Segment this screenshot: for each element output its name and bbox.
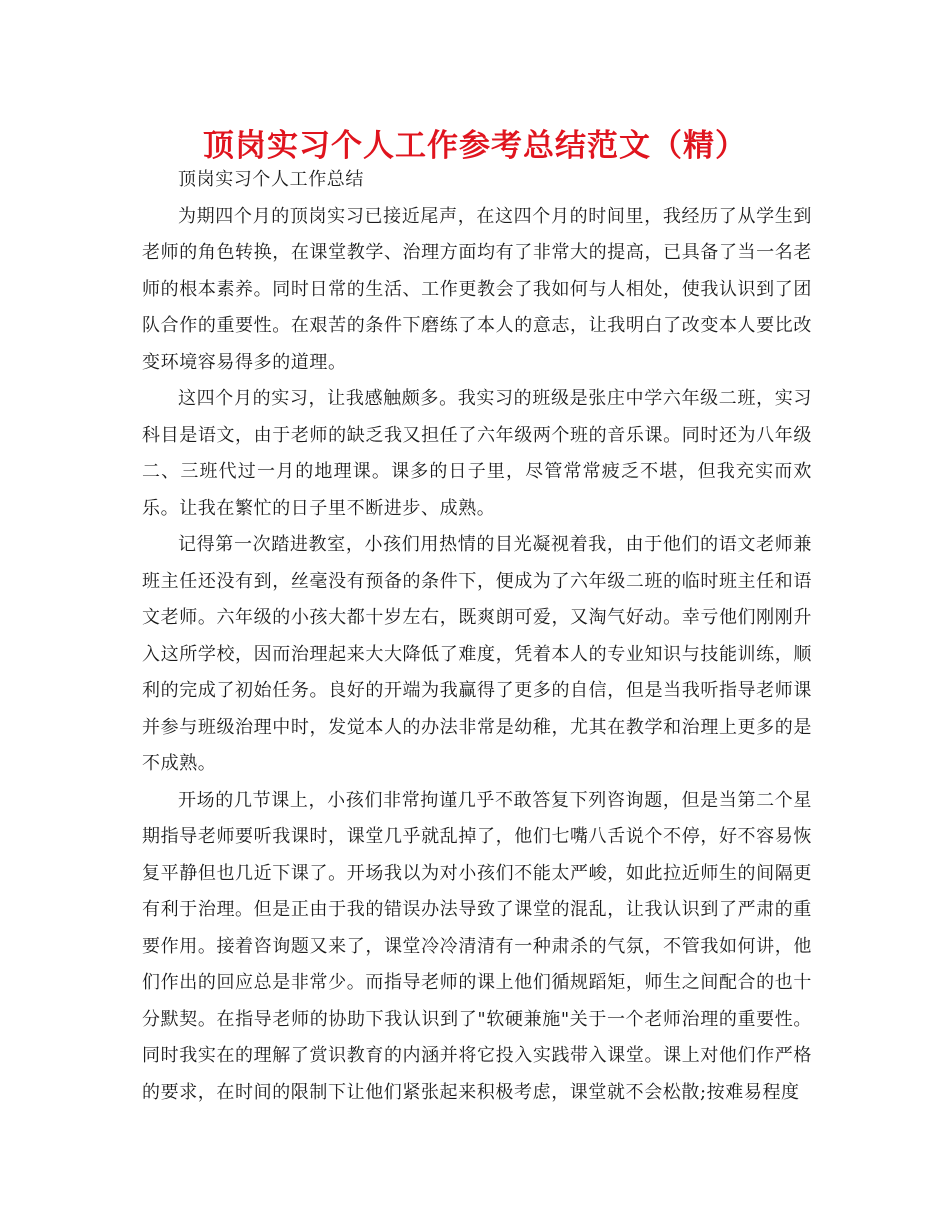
paragraph: 记得第一次踏进教室，小孩们用热情的目光凝视着我，由于他们的语文老师兼班主任还没有到，丝毫没有预备的条件下，便成为了六年级二班的临时班主任和语文老师。六年级的小孩大都十岁左右，既爽朗可爱，又淘气好动。幸亏他们刚刚升入这所学校，因而治理起来大大降低了难度，凭着本人的专业知识与技能训练，顺利的完成了初始任务。良好的开端为我赢得了更多的自信，但是当我听指导老师课并参与班级治理中时，发觉本人的办法非常是幼稚，尤其在教学和治理上更多的是不成熟。 bbox=[142, 534, 812, 774]
paragraph: 开场的几节课上，小孩们非常拘谨几乎不敢答复下列咨询题，但是当第二个星期指导老师要听我课时，课堂几乎就乱掉了，他们七嘴八舌说个不停，好不容易恢复平静但也几近下课了。开场我以为对小孩们不能太严峻，如此拉近师生的间隔更有利于治理。但是正由于我的错误办法导致了课堂的混乱，让我认识到了严肃的重要作用。接着咨询题又来了，课堂冷冷清清有一种肃杀的气氛，不管我如何讲，他们作出的回应总是非常少。而指导老师的课上他们循规蹈矩，师生之间配合的也十分默契。在指导老师的协助下我认识到了"软硬兼施"关于一个老师治理的重要性。同时我实在的理解了赏识教育的内涵并将它投入实践带入课堂。课上对他们作严格的要求，在时间的限制下让他们紧张起来积极考虑，课堂就不会松散;按难易程度 bbox=[142, 789, 812, 1103]
paragraph: 这四个月的实习，让我感触颇多。我实习的班级是张庄中学六年级二班，实习科目是语文，由于老师的缺乏我又担任了六年级两个班的音乐课。同时还为八年级二、三班代过一月的地理课。课多的日子里，尽管常常疲乏不堪，但我充实而欢乐。让我在繁忙的日子里不断进步、成熟。 bbox=[142, 388, 812, 519]
paragraph: 为期四个月的顶岗实习已接近尾声，在这四个月的时间里，我经历了从学生到老师的角色转换，在课堂教学、治理方面均有了非常大的提高，已具备了当一名老师的根本素养。同时日常的生活、工作更教会了我如何与人相处，使我认识到了团队合作的重要性。在艰苦的条件下磨练了本人的意志，让我明白了改变本人要比改变环境容易得多的道理。 bbox=[142, 205, 812, 373]
document-subtitle: 顶岗实习个人工作总结 bbox=[178, 169, 364, 190]
document-title: 顶岗实习个人工作参考总结范文（精） bbox=[203, 128, 747, 164]
document-body bbox=[142, 162, 812, 1111]
